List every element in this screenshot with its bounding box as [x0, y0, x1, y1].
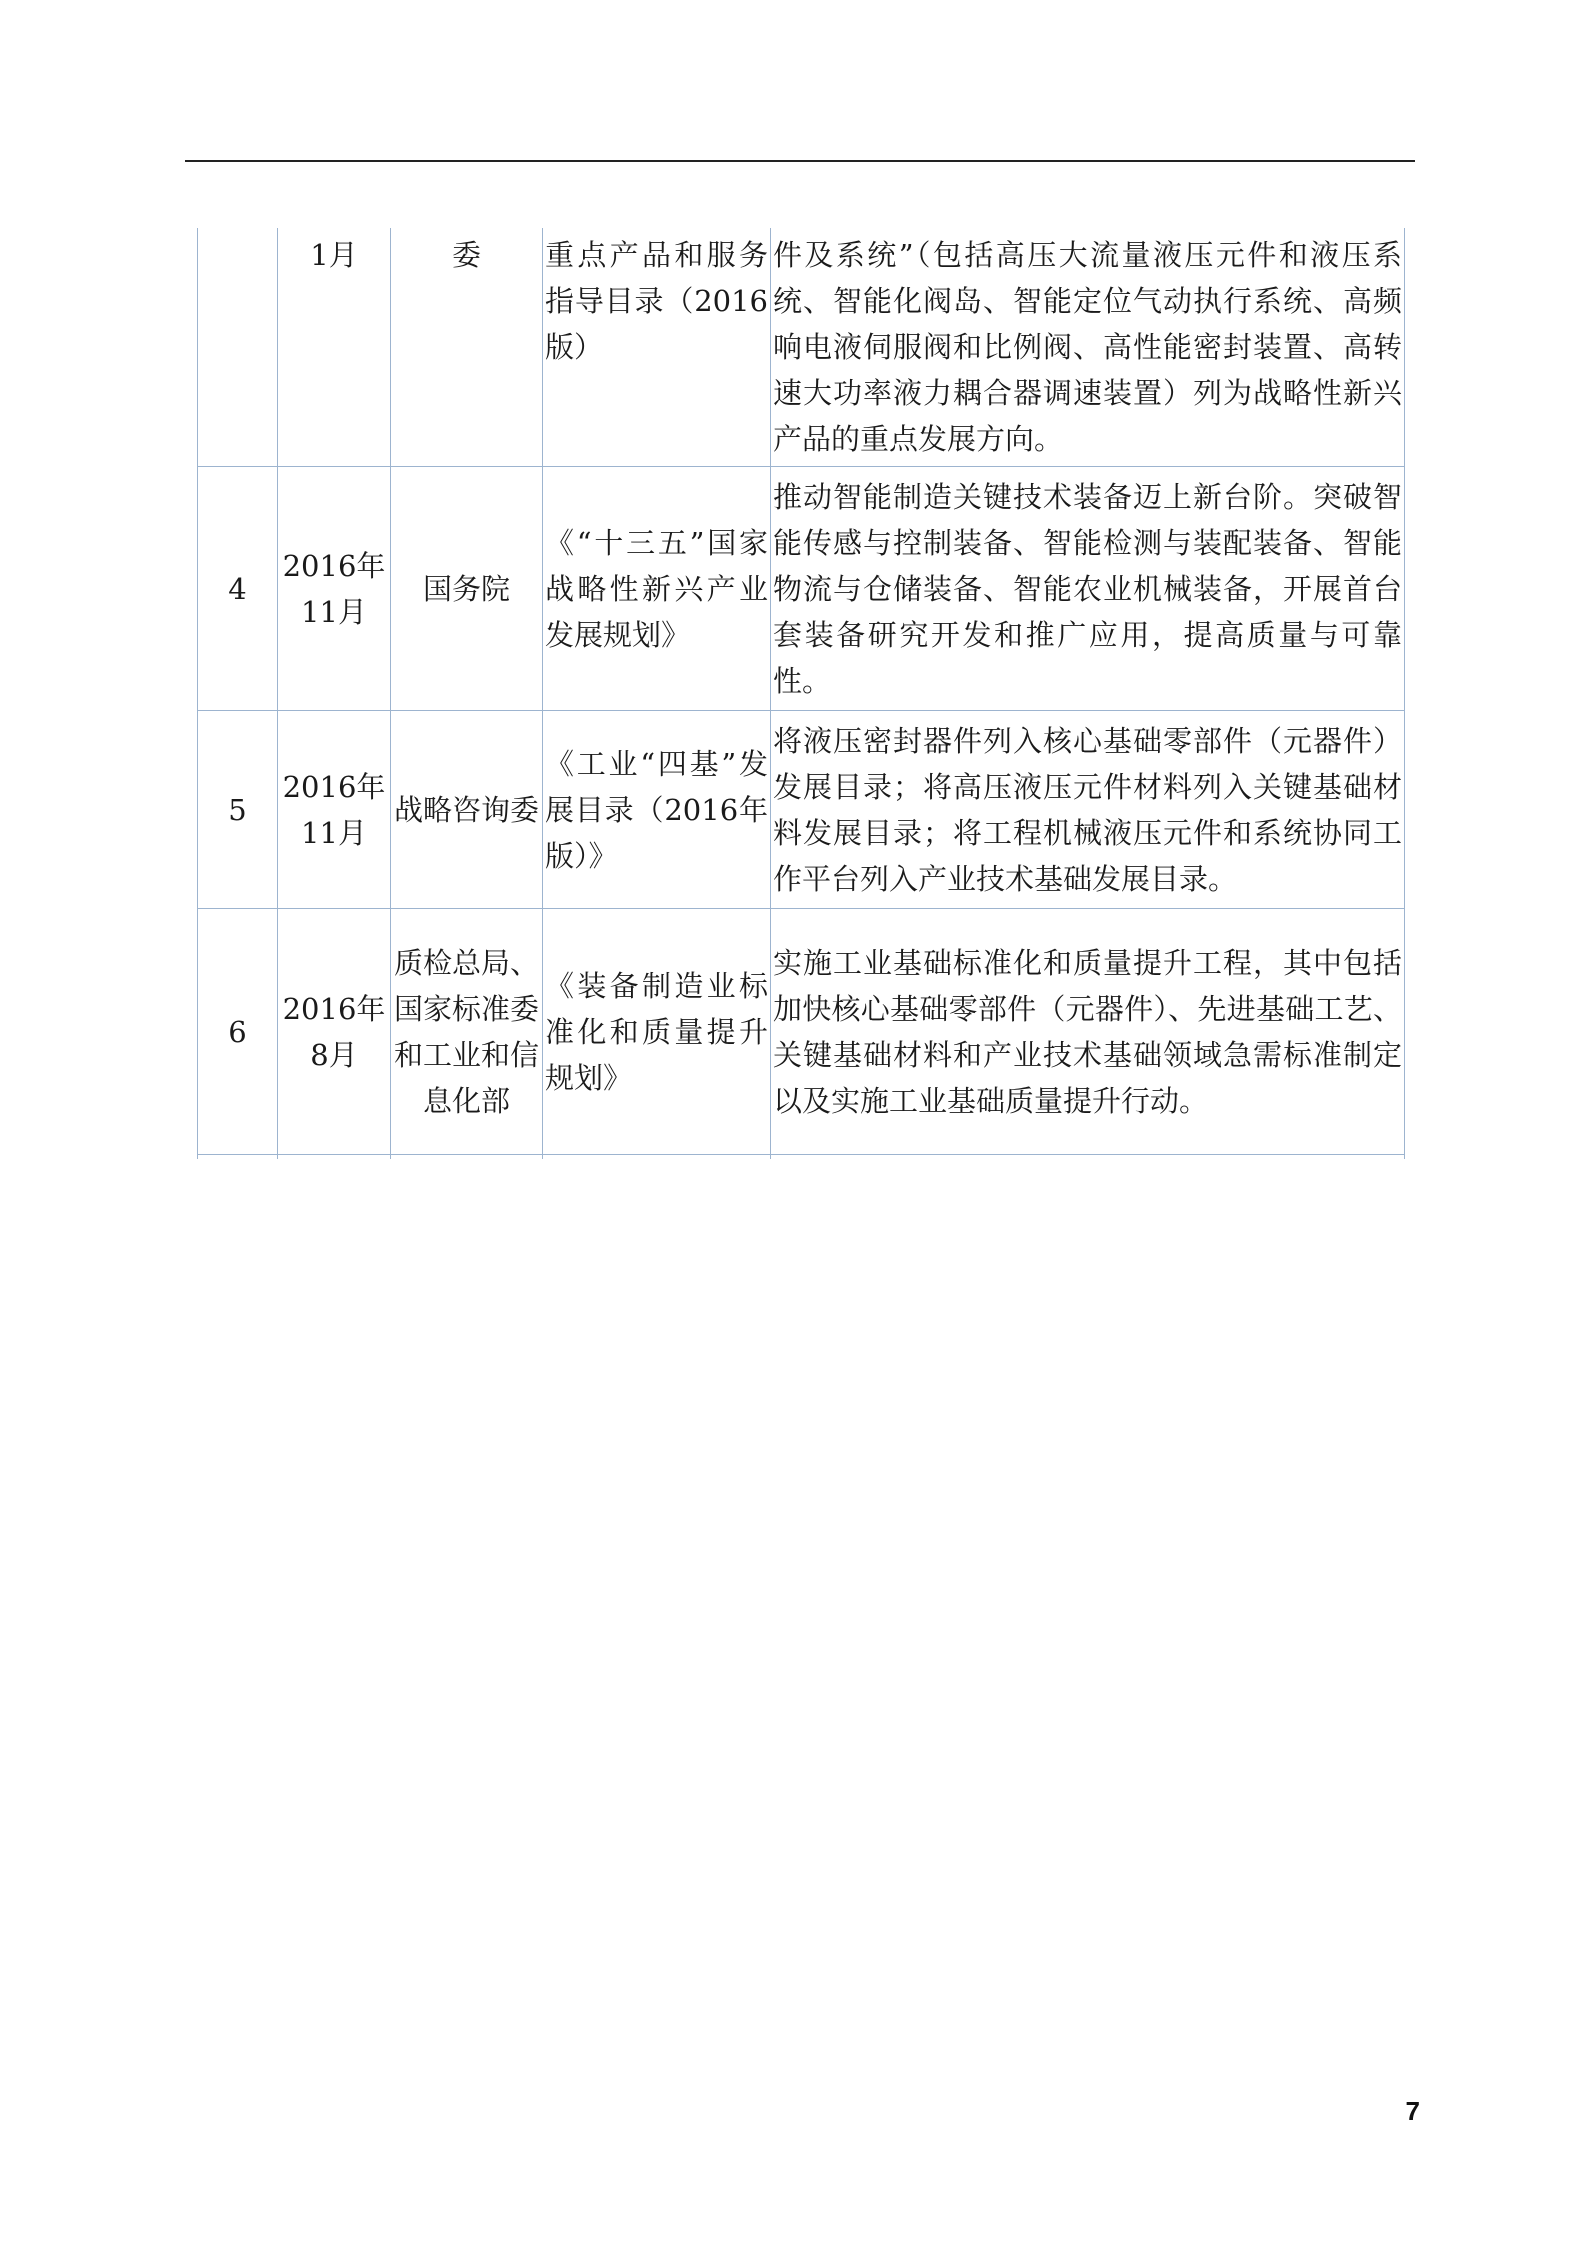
cell-no: 6 [198, 909, 278, 1155]
table-row [198, 228, 1405, 467]
cell-content: 实施工业基础标准化和质量提升工程，其中包括加快核心基础零部件（元器件）、先进基础工艺、关键基础材料和产业技术基础领域急需标准制定以及实施工业基础质量提升行动。 [771, 909, 1405, 1155]
cell-content: 将液压密封器件列入核心基础零部件（元器件）发展目录；将高压液压元件材料列入关键基础材料发展目录；将工程机械液压元件和系统协同工作平台列入产业技术基础发展目录。 [771, 711, 1405, 909]
cell-no [198, 228, 278, 467]
policy-table [197, 228, 1405, 1159]
cell-no: 4 [198, 467, 278, 711]
table-row [198, 711, 1405, 909]
cell-issuer: 质检总局、国家标准委和工业和信息化部 [391, 909, 543, 1155]
cell-issuer: 委 [391, 228, 543, 467]
table-row [198, 909, 1405, 1155]
table-row [198, 467, 1405, 711]
page-number: 7 [1405, 2096, 1420, 2126]
cell-date: 2016年8月 [278, 909, 391, 1155]
cell-date: 2016年11月 [278, 467, 391, 711]
cell-date: 1月 [278, 228, 391, 467]
cell-document: 《工业“四基”发展目录（2016年版）》 [543, 711, 771, 909]
cell-document: 《“十三五”国家战略性新兴产业发展规划》 [543, 467, 771, 711]
cell-document: 重点产品和服务指导目录（2016版） [543, 228, 771, 467]
cell-document: 《装备制造业标准化和质量提升规划》 [543, 909, 771, 1155]
cell-content: 推动智能制造关键技术装备迈上新台阶。突破智能传感与控制装备、智能检测与装配装备、智能物流与仓储装备、智能农业机械装备，开展首台套装备研究开发和推广应用，提高质量与可靠性。 [771, 467, 1405, 711]
cell-no: 5 [198, 711, 278, 909]
table-continuation [198, 1155, 1405, 1160]
cell-date: 2016年11月 [278, 711, 391, 909]
header-rule [185, 160, 1415, 162]
cell-content: 件及系统”（包括高压大流量液压元件和液压系统、智能化阀岛、智能定位气动执行系统、高频响电液伺服阀和比例阀、高性能密封装置、高转速大功率液力耦合器调速装置）列为战略性新兴产品的重点发展方向。 [771, 228, 1405, 467]
cell-issuer: 战略咨询委 [391, 711, 543, 909]
cell-issuer: 国务院 [391, 467, 543, 711]
